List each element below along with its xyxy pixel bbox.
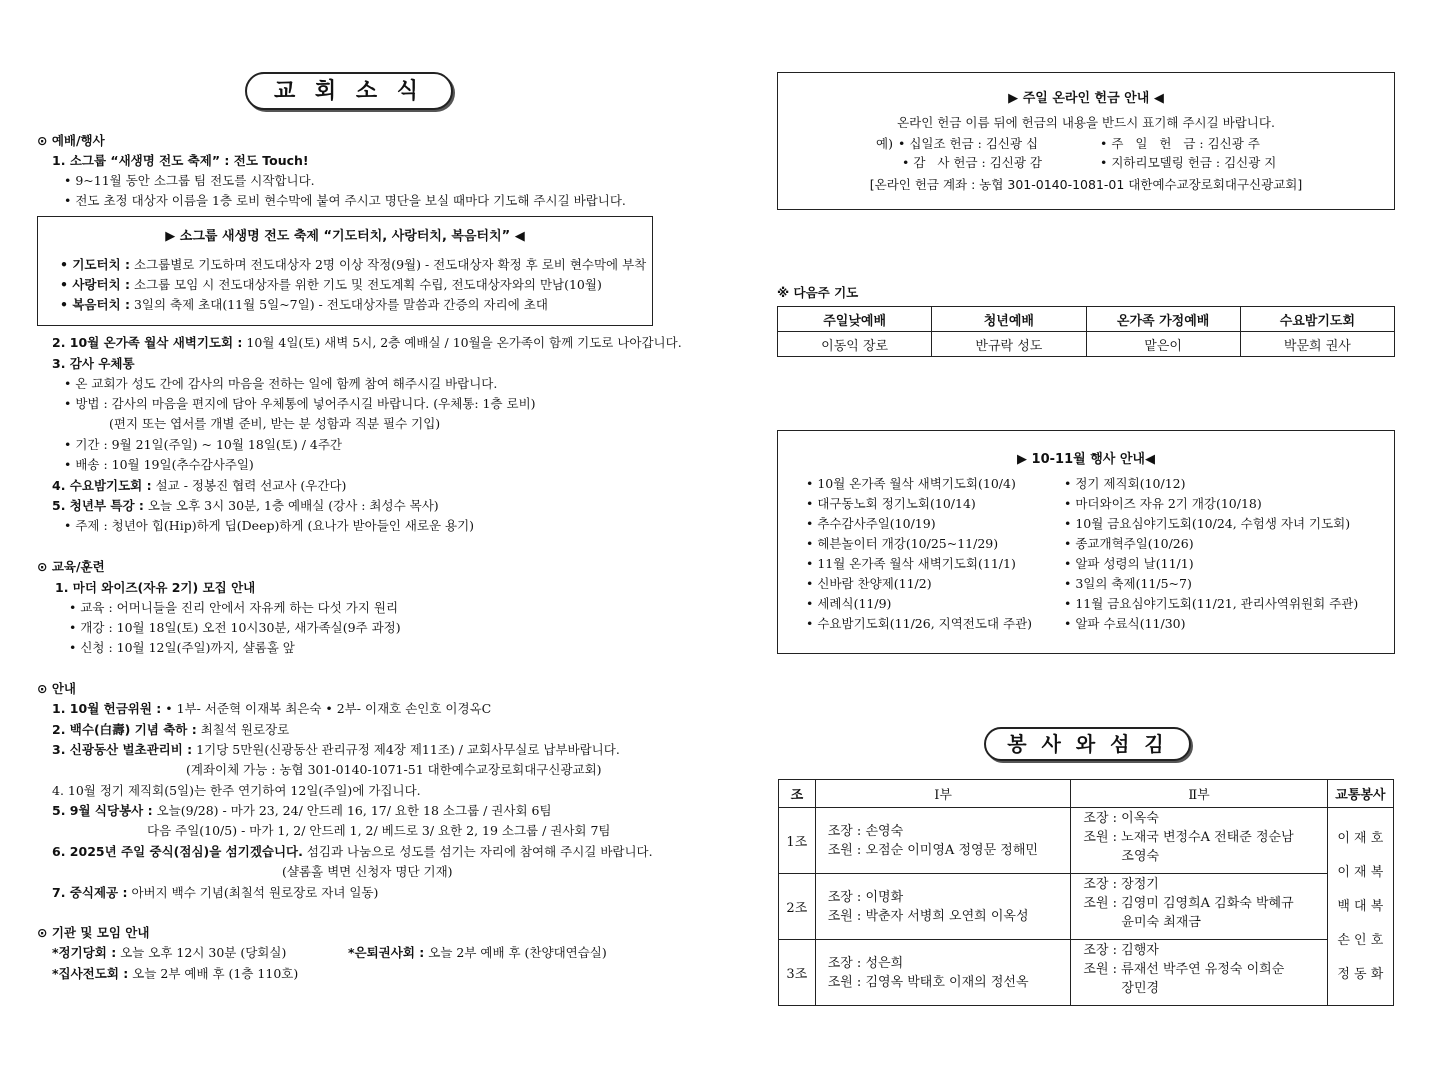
event-left-6: • 신바람 찬양제(11/2) bbox=[806, 576, 932, 591]
service-part1-members: 조원 : 김영옥 박태호 이재의 정선옥 bbox=[827, 974, 1029, 990]
festival-row-love: • 사랑터치 : 소그룹 모임 시 전도대상자를 위한 기도 및 전도계획 수립, 전도대상자와의 만남(10월) bbox=[60, 277, 602, 292]
event-left-3: • 추수감사주일(10/19) bbox=[806, 516, 936, 531]
festival-row-gospel: • 복음터치 : 3일의 축제 초대(11월 5일~7일) - 전도대상자를 말씀과 간증의 자리에 초대 bbox=[60, 297, 548, 312]
service-table bbox=[778, 779, 1394, 1006]
notice-item-6: 6. 2025년 주일 중식(점심)을 섬기겠습니다. 섬김과 나눔으로 성도를 섬기는 자리에 참여해 주시길 바랍니다. bbox=[52, 844, 653, 859]
education-heading: ⊙ 교육/훈련 bbox=[37, 559, 105, 574]
service-part2-leader: 조장 : 장정기 bbox=[1083, 877, 1159, 892]
service-part1-leader: 조장 : 이명화 bbox=[827, 889, 904, 905]
event-right-5: • 알파 성령의 날(11/1) bbox=[1064, 556, 1194, 571]
worship-item-3-bullet-2-note: (편지 또는 엽서를 개별 준비, 받는 분 성함과 직분 필수 기입) bbox=[109, 416, 441, 431]
online-offering-box bbox=[777, 72, 1395, 210]
service-group-2: 2조 bbox=[779, 874, 816, 940]
worship-item-3-bullet-2: • 방법 : 감사의 마음을 편지에 담아 우체통에 넣어주시길 바랍니다. (우체통: 1층 로비) bbox=[64, 396, 536, 411]
event-right-1: • 정기 제직회(10/12) bbox=[1064, 476, 1186, 491]
event-right-3: • 10월 금요심야기도회(10/24, 수험생 자녀 기도회) bbox=[1064, 516, 1351, 531]
traffic-volunteer: 이 재 복 bbox=[1337, 864, 1384, 880]
service-part2-group-1 bbox=[1071, 808, 1327, 874]
event-right-7: • 11월 금요심야기도회(11/21, 관리사역위원회 주관) bbox=[1064, 596, 1359, 611]
event-right-4: • 종교개혁주일(10/26) bbox=[1064, 536, 1194, 551]
worship-item-4: 4. 수요밤기도회 : 설교 - 정봉진 협력 선교사 (우간다) bbox=[52, 478, 347, 493]
notice-item-7: 7. 중식제공 : 아버지 백수 기념(최칠석 원로장로 자녀 일동) bbox=[52, 885, 379, 900]
prayer-header-sunday: 주일낮예배 bbox=[778, 307, 932, 332]
offering-example-3: • 감 사 헌금 : 김신광 감 bbox=[902, 155, 1042, 170]
event-right-2: • 마더와이즈 자유 2기 개강(10/18) bbox=[1064, 496, 1262, 511]
worship-item-2: 2. 10월 온가족 월삭 새벽기도회 : 10월 4일(토) 새벽 5시, 2층 예배실 / 10월을 온가족이 함께 기도로 나아갑니다. bbox=[52, 335, 682, 350]
offering-example-label: 예) bbox=[876, 136, 893, 151]
service-group-1: 1조 bbox=[779, 808, 816, 874]
event-left-4: • 헤븐놀이터 개강(10/25~11/29) bbox=[806, 536, 999, 551]
service-part2-group-3 bbox=[1071, 940, 1327, 1006]
worship-item-3-bullet-1: • 온 교회가 성도 간에 감사의 마음을 전하는 일에 함께 참여 해주시길 바랍니다. bbox=[64, 376, 498, 391]
service-part1-members: 조원 : 오점순 이미영A 정영문 정해민 bbox=[827, 842, 1038, 858]
service-part2-leader: 조장 : 김행자 bbox=[1083, 943, 1159, 958]
festival-box-title: ▶ 소그룹 새생명 전도 축제 “기도터치, 사랑터치, 복음터치” ◀ bbox=[165, 229, 525, 244]
prayer-table bbox=[777, 306, 1395, 357]
notice-heading: ⊙ 안내 bbox=[37, 681, 76, 696]
event-left-5: • 11월 온가족 월삭 새벽기도회(11/1) bbox=[806, 556, 1016, 571]
service-part2-members: 조원 : 류재선 박주연 유정숙 이희순 bbox=[1083, 962, 1285, 977]
service-part2-leader: 조장 : 이옥숙 bbox=[1083, 811, 1159, 826]
notice-item-1: 1. 10월 헌금위원 : • 1부- 서준혁 이재복 최은숙 • 2부- 이재호 손인호 이경옥C bbox=[52, 701, 492, 716]
event-left-7: • 세례식(11/9) bbox=[806, 596, 892, 611]
traffic-volunteer: 손 인 호 bbox=[1337, 932, 1384, 948]
service-header-traffic: 교통봉사 bbox=[1327, 780, 1393, 808]
service-part2-members-cont: 윤미숙 최재금 bbox=[1121, 915, 1201, 930]
worship-item-5-bullet-1: • 주제 : 청년아 힙(Hip)하게 딥(Deep)하게 (요나가 받아들인 새로운 용기) bbox=[64, 518, 475, 533]
meetings-heading: ⊙ 기관 및 모임 안내 bbox=[37, 925, 150, 940]
worship-item-3-bullet-3: • 기간 : 9월 21일(주일) ~ 10월 18일(토) / 4주간 bbox=[64, 437, 342, 452]
service-part1-group-3 bbox=[815, 940, 1071, 1006]
notice-item-3-sub: (계좌이체 가능 : 농협 301-0140-1071-51 대한예수교장로회대구신광교회) bbox=[186, 762, 602, 777]
worship-item-1-title: 1. 소그룹 “새생명 전도 축제” : 전도 Touch! bbox=[52, 153, 309, 168]
offering-title: ▶ 주일 온라인 헌금 안내 ◀ bbox=[1008, 91, 1164, 106]
service-part2-members: 조원 : 노재국 변정수A 전태준 정순남 bbox=[1083, 830, 1294, 845]
event-left-1: • 10월 온가족 월삭 새벽기도회(10/4) bbox=[806, 476, 1016, 491]
service-header-part2: Ⅱ부 bbox=[1071, 780, 1327, 808]
service-part2-members-cont: 장민경 bbox=[1121, 981, 1160, 996]
service-group-3: 3조 bbox=[779, 940, 816, 1006]
prayer-value-youth: 반규락 성도 bbox=[932, 332, 1086, 357]
service-part2-members: 조원 : 김영미 김영희A 김화숙 박혜규 bbox=[1083, 896, 1294, 911]
offering-example-1: • 십일조 헌금 : 김신광 십 bbox=[898, 136, 1039, 151]
education-bullet-2: • 개강 : 10월 18일(토) 오전 10시30분, 새가족실(9주 과정) bbox=[69, 620, 401, 635]
church-news-title: 교 회 소 식 bbox=[245, 72, 453, 110]
worship-item-3-title: 3. 감사 우체통 bbox=[52, 356, 135, 371]
event-left-2: • 대구동노회 정기노회(10/14) bbox=[806, 496, 976, 511]
offering-instruction: 온라인 헌금 이름 뒤에 헌금의 내용을 반드시 표기해 주시길 바랍니다. bbox=[897, 115, 1275, 130]
prayer-heading: ※ 다음주 기도 bbox=[777, 285, 859, 300]
prayer-header-wednesday: 수요밤기도회 bbox=[1240, 307, 1394, 332]
service-part1-leader: 조장 : 손영숙 bbox=[827, 823, 904, 839]
traffic-volunteer: 백 대 복 bbox=[1337, 898, 1384, 914]
notice-item-2: 2. 백수(白壽) 기념 축하 : 최칠석 원로장로 bbox=[52, 722, 290, 737]
prayer-header-family: 온가족 가정예배 bbox=[1086, 307, 1240, 332]
festival-row-prayer: • 기도터치 : 소그룹별로 기도하며 전도대상자 2명 이상 작정(9월) - 전도대상자 확정 후 로비 현수막에 부착 bbox=[60, 257, 647, 272]
traffic-volunteers bbox=[1327, 808, 1393, 1006]
traffic-volunteer: 정 동 화 bbox=[1337, 966, 1384, 982]
worship-item-3-bullet-4: • 배송 : 10월 19일(추수감사주일) bbox=[64, 457, 254, 472]
education-bullet-3: • 신청 : 10월 12일(주일)까지, 샬롬홀 앞 bbox=[69, 640, 295, 655]
meeting-2: *은퇴권사회 : 오늘 2부 예배 후 (찬양대연습실) bbox=[348, 945, 607, 960]
events-box bbox=[777, 430, 1395, 654]
notice-item-6-sub: (샬롬홀 벽면 신청자 명단 기재) bbox=[282, 864, 453, 879]
service-part1-group-2 bbox=[815, 874, 1071, 940]
service-part1-group-1 bbox=[815, 808, 1071, 874]
notice-item-3: 3. 신광동산 벌초관리비 : 1기당 5만원(신광동산 관리규정 제4장 제11조) / 교회사무실로 납부바랍니다. bbox=[52, 742, 620, 757]
meeting-3: *집사전도회 : 오늘 2부 예배 후 (1층 110호) bbox=[52, 966, 299, 981]
service-header-group: 조 bbox=[779, 780, 816, 808]
worship-item-1-bullet-1: • 9~11월 동안 소그룹 팀 전도를 시작합니다. bbox=[64, 173, 315, 188]
service-part2-group-2 bbox=[1071, 874, 1327, 940]
offering-example-2: • 주 일 헌 금 : 김신광 주 bbox=[1100, 136, 1260, 151]
notice-item-4: 4. 10월 정기 제직회(5일)는 한주 연기하여 12일(주일)에 가집니다. bbox=[52, 783, 421, 798]
service-part1-leader: 조장 : 성은희 bbox=[827, 955, 904, 971]
service-header-part1: Ⅰ부 bbox=[815, 780, 1071, 808]
worship-heading: ⊙ 예배/행사 bbox=[37, 133, 105, 148]
service-part2-members-cont: 조영숙 bbox=[1121, 849, 1160, 864]
events-title: ▶ 10-11월 행사 안내◀ bbox=[1017, 452, 1155, 467]
worship-item-1-bullet-2: • 전도 초정 대상자 이름을 1층 로비 현수막에 붙여 주시고 명단을 보실 때마다 기도해 주시길 바랍니다. bbox=[64, 193, 626, 208]
education-item-1-title: 1. 마더 와이즈(자유 2기) 모집 안내 bbox=[55, 580, 256, 595]
prayer-value-sunday: 이동익 장로 bbox=[778, 332, 932, 357]
notice-item-5-sub: 다음 주일(10/5) - 마가 1, 2/ 안드레 1, 2/ 베드로 3/ 요한 2, 19 소그룹 / 권사회 7팀 bbox=[147, 823, 611, 838]
notice-item-5: 5. 9월 식당봉사 : 오늘(9/28) - 마가 23, 24/ 안드레 16, 17/ 요한 18 소그룹 / 권사회 6팀 bbox=[52, 803, 552, 818]
education-bullet-1: • 교육 : 어머니들을 진리 안에서 자유케 하는 다섯 가지 원리 bbox=[69, 600, 399, 615]
service-title: 봉 사 와 섬 김 bbox=[984, 727, 1191, 761]
event-right-8: • 알파 수료식(11/30) bbox=[1064, 616, 1186, 631]
prayer-value-family: 맡은이 bbox=[1086, 332, 1240, 357]
event-right-6: • 3일의 축제(11/5~7) bbox=[1064, 576, 1192, 591]
festival-box bbox=[37, 216, 653, 326]
worship-item-5: 5. 청년부 특강 : 오늘 오후 3시 30분, 1층 예배실 (강사 : 최성수 목사) bbox=[52, 498, 439, 513]
offering-account: [온라인 헌금 계좌 : 농협 301-0140-1081-01 대한예수교장로회대구신광교회] bbox=[869, 177, 1303, 192]
service-part1-members: 조원 : 박춘자 서병희 오연희 이옥성 bbox=[827, 908, 1029, 924]
event-left-8: • 수요밤기도회(11/26, 지역전도대 주관) bbox=[806, 616, 1033, 631]
meeting-1: *정기당회 : 오늘 오후 12시 30분 (당회실) bbox=[52, 945, 287, 960]
prayer-header-youth: 청년예배 bbox=[932, 307, 1086, 332]
prayer-value-wednesday: 박문희 권사 bbox=[1240, 332, 1394, 357]
traffic-volunteer: 이 재 호 bbox=[1337, 830, 1384, 846]
offering-example-4: • 지하리모델링 헌금 : 김신광 지 bbox=[1100, 155, 1277, 170]
